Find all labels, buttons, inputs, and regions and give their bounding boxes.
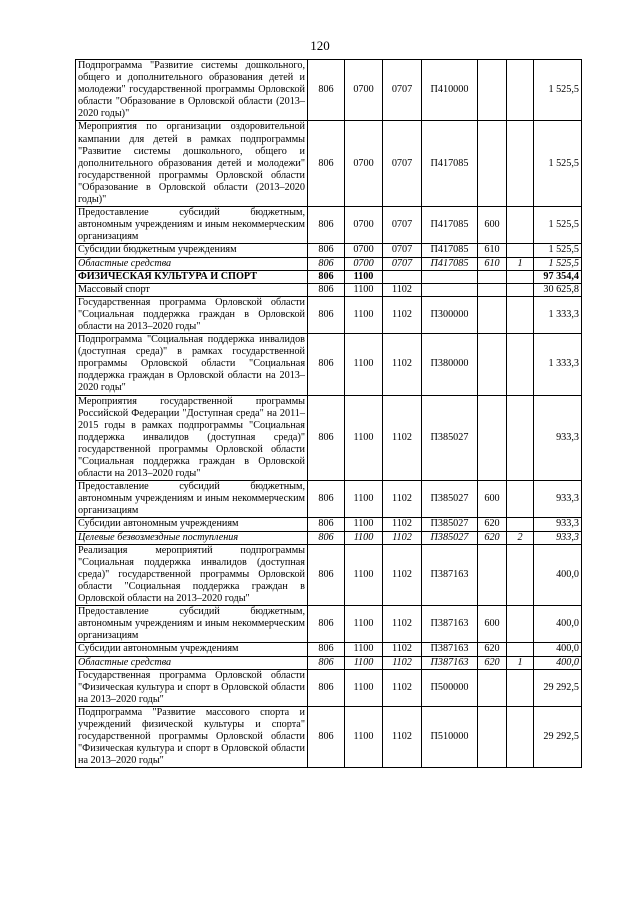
row-name: ФИЗИЧЕСКАЯ КУЛЬТУРА И СПОРТ bbox=[76, 270, 308, 283]
row-section-code: 1100 bbox=[345, 531, 383, 544]
row-section-code: 0700 bbox=[345, 257, 383, 270]
row-amount: 1 525,5 bbox=[534, 257, 582, 270]
row-expense-type-code bbox=[478, 296, 507, 333]
row-subsection-code: 1102 bbox=[383, 706, 422, 767]
row-target-article-code: П385027 bbox=[422, 518, 478, 531]
row-source-code bbox=[507, 334, 534, 395]
row-target-article-code: П300000 bbox=[422, 296, 478, 333]
row-subsection-code: 0707 bbox=[383, 257, 422, 270]
row-target-article-code: П387163 bbox=[422, 606, 478, 643]
row-amount: 400,0 bbox=[534, 606, 582, 643]
row-subsection-code: 1102 bbox=[383, 334, 422, 395]
row-name: Подпрограмма "Развитие системы дошкольного, общего и дополнительного образования детей и молодежи" государственной программы Орловской области "Образование в Орловской области (2013–2020 годы)" bbox=[76, 60, 308, 121]
row-name: Предоставление субсидий бюджетным, автономным учреждениям и иным некоммерческим организациям bbox=[76, 207, 308, 244]
row-target-article-code: П385027 bbox=[422, 481, 478, 518]
row-source-code bbox=[507, 669, 534, 706]
row-grbs-code: 806 bbox=[308, 60, 345, 121]
row-source-code bbox=[507, 283, 534, 296]
row-name: Государственная программа Орловской области "Социальная поддержка граждан в Орловской области на 2013–2020 годы" bbox=[76, 296, 308, 333]
row-expense-type-code bbox=[478, 395, 507, 481]
row-name: Подпрограмма "Развитие массового спорта и учреждений физической культуры и спорта" государственной программы Орловской области "Физическая культура и спорт в Орловской области на 2013–2020 годы" bbox=[76, 706, 308, 767]
row-amount: 1 333,3 bbox=[534, 296, 582, 333]
row-source-code bbox=[507, 395, 534, 481]
row-subsection-code: 1102 bbox=[383, 481, 422, 518]
table-row bbox=[76, 606, 582, 643]
row-name: Предоставление субсидий бюджетным, автономным учреждениям и иным некоммерческим организациям bbox=[76, 606, 308, 643]
row-source-code bbox=[507, 481, 534, 518]
row-target-article-code bbox=[422, 283, 478, 296]
page-number: 120 bbox=[310, 38, 330, 53]
row-section-code: 1100 bbox=[345, 706, 383, 767]
row-source-code bbox=[507, 544, 534, 605]
row-name: Областные средства bbox=[76, 656, 308, 669]
table-row bbox=[76, 518, 582, 531]
row-grbs-code: 806 bbox=[308, 606, 345, 643]
row-section-code: 1100 bbox=[345, 334, 383, 395]
row-section-code: 1100 bbox=[345, 481, 383, 518]
row-source-code bbox=[507, 643, 534, 656]
row-subsection-code: 1102 bbox=[383, 531, 422, 544]
row-amount: 29 292,5 bbox=[534, 706, 582, 767]
row-subsection-code: 1102 bbox=[383, 656, 422, 669]
row-expense-type-code: 610 bbox=[478, 244, 507, 257]
table-row bbox=[76, 656, 582, 669]
row-amount: 400,0 bbox=[534, 656, 582, 669]
row-target-article-code: П387163 bbox=[422, 643, 478, 656]
row-amount: 1 525,5 bbox=[534, 244, 582, 257]
row-section-code: 1100 bbox=[345, 544, 383, 605]
row-amount: 933,3 bbox=[534, 395, 582, 481]
row-target-article-code bbox=[422, 270, 478, 283]
row-target-article-code: П385027 bbox=[422, 395, 478, 481]
row-expense-type-code: 620 bbox=[478, 531, 507, 544]
row-expense-type-code: 620 bbox=[478, 643, 507, 656]
row-section-code: 1100 bbox=[345, 395, 383, 481]
row-subsection-code: 0707 bbox=[383, 244, 422, 257]
row-name: Предоставление субсидий бюджетным, автономным учреждениям и иным некоммерческим организациям bbox=[76, 481, 308, 518]
row-source-code bbox=[507, 244, 534, 257]
table-row bbox=[76, 706, 582, 767]
row-grbs-code: 806 bbox=[308, 643, 345, 656]
row-subsection-code: 0707 bbox=[383, 207, 422, 244]
row-target-article-code: П410000 bbox=[422, 60, 478, 121]
row-source-code bbox=[507, 518, 534, 531]
row-subsection-code: 1102 bbox=[383, 283, 422, 296]
row-amount: 400,0 bbox=[534, 643, 582, 656]
row-subsection-code: 1102 bbox=[383, 606, 422, 643]
row-name: Целевые безвозмездные поступления bbox=[76, 531, 308, 544]
row-target-article-code: П510000 bbox=[422, 706, 478, 767]
table-row bbox=[76, 296, 582, 333]
row-grbs-code: 806 bbox=[308, 531, 345, 544]
table-row bbox=[76, 395, 582, 481]
row-grbs-code: 806 bbox=[308, 296, 345, 333]
row-source-code bbox=[507, 706, 534, 767]
table-row bbox=[76, 643, 582, 656]
row-subsection-code: 0707 bbox=[383, 121, 422, 207]
row-grbs-code: 806 bbox=[308, 283, 345, 296]
row-source-code bbox=[507, 121, 534, 207]
row-target-article-code: П417085 bbox=[422, 121, 478, 207]
row-expense-type-code: 620 bbox=[478, 656, 507, 669]
row-section-code: 0700 bbox=[345, 60, 383, 121]
row-name: Субсидии бюджетным учреждениям bbox=[76, 244, 308, 257]
row-subsection-code: 1102 bbox=[383, 544, 422, 605]
row-name: Подпрограмма "Социальная поддержка инвалидов (доступная среда)" в рамках государственной программы Орловской области "Социальная поддержка граждан в Орловской области на 2013–2020 годы" bbox=[76, 334, 308, 395]
row-section-code: 1100 bbox=[345, 606, 383, 643]
row-name: Субсидии автономным учреждениям bbox=[76, 643, 308, 656]
row-expense-type-code: 600 bbox=[478, 207, 507, 244]
row-section-code: 0700 bbox=[345, 244, 383, 257]
row-grbs-code: 806 bbox=[308, 270, 345, 283]
row-grbs-code: 806 bbox=[308, 395, 345, 481]
row-subsection-code bbox=[383, 270, 422, 283]
row-target-article-code: П417085 bbox=[422, 257, 478, 270]
row-grbs-code: 806 bbox=[308, 481, 345, 518]
row-section-code: 1100 bbox=[345, 643, 383, 656]
row-section-code: 1100 bbox=[345, 669, 383, 706]
row-grbs-code: 806 bbox=[308, 257, 345, 270]
row-grbs-code: 806 bbox=[308, 656, 345, 669]
row-section-code: 1100 bbox=[345, 283, 383, 296]
row-expense-type-code bbox=[478, 334, 507, 395]
table-row bbox=[76, 531, 582, 544]
row-amount: 29 292,5 bbox=[534, 669, 582, 706]
row-expense-type-code bbox=[478, 544, 507, 605]
row-section-code: 1100 bbox=[345, 296, 383, 333]
row-expense-type-code bbox=[478, 60, 507, 121]
table-row bbox=[76, 257, 582, 270]
row-source-code: 2 bbox=[507, 531, 534, 544]
table-row bbox=[76, 121, 582, 207]
row-grbs-code: 806 bbox=[308, 669, 345, 706]
row-grbs-code: 806 bbox=[308, 544, 345, 605]
row-subsection-code: 1102 bbox=[383, 643, 422, 656]
row-amount: 1 525,5 bbox=[534, 207, 582, 244]
row-subsection-code: 1102 bbox=[383, 669, 422, 706]
table-row bbox=[76, 544, 582, 605]
budget-table bbox=[75, 59, 582, 768]
row-source-code bbox=[507, 606, 534, 643]
row-section-code: 1100 bbox=[345, 656, 383, 669]
row-amount: 1 333,3 bbox=[534, 334, 582, 395]
row-source-code: 1 bbox=[507, 257, 534, 270]
table-row bbox=[76, 60, 582, 121]
row-amount: 400,0 bbox=[534, 544, 582, 605]
row-name: Областные средства bbox=[76, 257, 308, 270]
row-name: Реализация мероприятий подпрограммы "Социальная поддержка инвалидов (доступная среда)" государственной программы Орловской области "Социальная поддержка граждан в Орловской области на 2013–2020 годы" bbox=[76, 544, 308, 605]
row-subsection-code: 1102 bbox=[383, 395, 422, 481]
row-amount: 30 625,8 bbox=[534, 283, 582, 296]
row-expense-type-code: 620 bbox=[478, 518, 507, 531]
row-subsection-code: 0707 bbox=[383, 60, 422, 121]
row-amount: 1 525,5 bbox=[534, 60, 582, 121]
row-target-article-code: П380000 bbox=[422, 334, 478, 395]
row-amount: 933,3 bbox=[534, 481, 582, 518]
row-target-article-code: П387163 bbox=[422, 544, 478, 605]
row-section-code: 0700 bbox=[345, 207, 383, 244]
row-expense-type-code bbox=[478, 121, 507, 207]
row-amount: 933,3 bbox=[534, 531, 582, 544]
row-target-article-code: П417085 bbox=[422, 244, 478, 257]
row-source-code bbox=[507, 296, 534, 333]
row-source-code bbox=[507, 60, 534, 121]
row-amount: 1 525,5 bbox=[534, 121, 582, 207]
row-expense-type-code: 610 bbox=[478, 257, 507, 270]
row-subsection-code: 1102 bbox=[383, 518, 422, 531]
row-grbs-code: 806 bbox=[308, 518, 345, 531]
table-row bbox=[76, 270, 582, 283]
row-grbs-code: 806 bbox=[308, 334, 345, 395]
row-target-article-code: П385027 bbox=[422, 531, 478, 544]
row-source-code bbox=[507, 270, 534, 283]
row-name: Мероприятия по организации оздоровительной кампании для детей в рамках подпрограммы "Развитие системы дошкольного, общего и дополнительного образования детей и молодежи" государственной программы Орловской области "Образование в Орловской области (2013–2020 годы)" bbox=[76, 121, 308, 207]
row-amount: 97 354,4 bbox=[534, 270, 582, 283]
row-grbs-code: 806 bbox=[308, 706, 345, 767]
row-name: Мероприятия государственной программы Российской Федерации "Доступная среда" на 2011–2015 годы в рамках подпрограммы "Социальная поддержка инвалидов (доступная среда)" государственной программы Орловской области "Социальная поддержка граждан в Орловской области на 2013–2020 годы" bbox=[76, 395, 308, 481]
table-row bbox=[76, 207, 582, 244]
row-expense-type-code bbox=[478, 283, 507, 296]
row-source-code: 1 bbox=[507, 656, 534, 669]
row-section-code: 1100 bbox=[345, 518, 383, 531]
row-source-code bbox=[507, 207, 534, 244]
table-row bbox=[76, 283, 582, 296]
row-amount: 933,3 bbox=[534, 518, 582, 531]
row-expense-type-code bbox=[478, 270, 507, 283]
row-expense-type-code: 600 bbox=[478, 606, 507, 643]
table-row bbox=[76, 481, 582, 518]
row-name: Субсидии автономным учреждениям bbox=[76, 518, 308, 531]
row-grbs-code: 806 bbox=[308, 244, 345, 257]
row-expense-type-code bbox=[478, 706, 507, 767]
row-target-article-code: П500000 bbox=[422, 669, 478, 706]
row-grbs-code: 806 bbox=[308, 121, 345, 207]
row-name: Массовый спорт bbox=[76, 283, 308, 296]
table-row bbox=[76, 244, 582, 257]
row-target-article-code: П387163 bbox=[422, 656, 478, 669]
table-row bbox=[76, 669, 582, 706]
row-target-article-code: П417085 bbox=[422, 207, 478, 244]
row-expense-type-code bbox=[478, 669, 507, 706]
table-row bbox=[76, 334, 582, 395]
row-subsection-code: 1102 bbox=[383, 296, 422, 333]
row-name: Государственная программа Орловской области "Физическая культура и спорт в Орловской области на 2013–2020 годы" bbox=[76, 669, 308, 706]
row-grbs-code: 806 bbox=[308, 207, 345, 244]
row-section-code: 0700 bbox=[345, 121, 383, 207]
row-section-code: 1100 bbox=[345, 270, 383, 283]
row-expense-type-code: 600 bbox=[478, 481, 507, 518]
